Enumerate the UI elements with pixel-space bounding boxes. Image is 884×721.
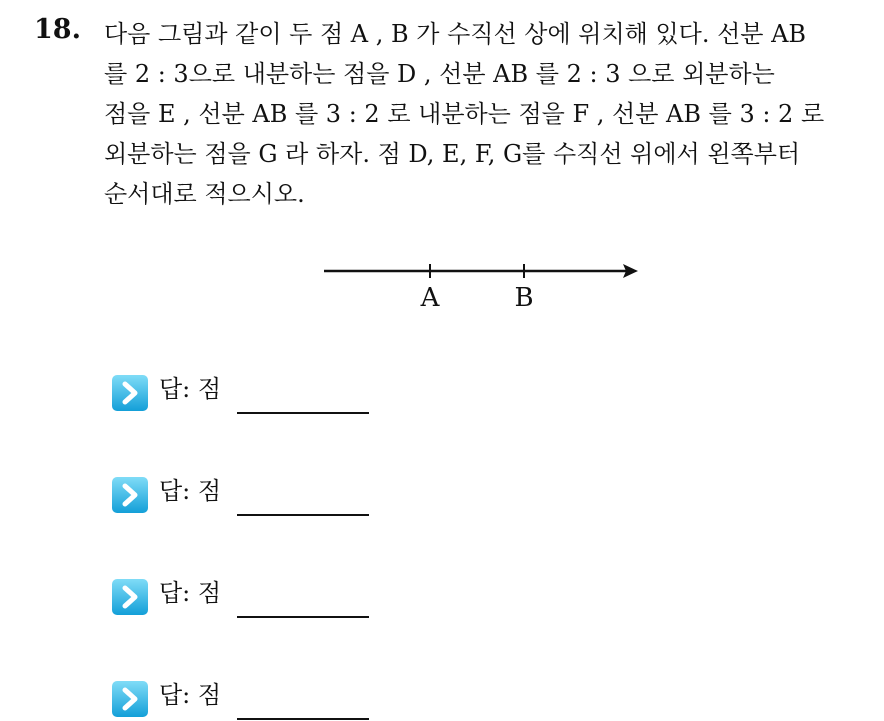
answer-row — [111, 474, 381, 516]
answer-label: 답: 점 — [159, 681, 222, 709]
answer-blank[interactable] — [237, 718, 369, 720]
question-line: 외분하는 점을 G 라 하자. 점 D, E, F, G를 수직선 위에서 왼쪽부터 — [104, 140, 801, 168]
point-a-label: A — [420, 283, 440, 313]
question-line: 점을 E , 선분 AB 를 3 : 2 로 내분하는 점을 F , 선분 AB 를 3 : 2 로 — [104, 100, 825, 128]
chevron-right-icon — [111, 476, 149, 514]
answer-label: 답: 점 — [159, 579, 222, 607]
chevron-right-icon — [111, 578, 149, 616]
answer-label: 답: 점 — [159, 477, 222, 505]
answer-blank[interactable] — [237, 616, 369, 618]
question-line: 순서대로 적으시오. — [104, 180, 305, 208]
question-text — [104, 14, 860, 214]
point-b-label: B — [514, 283, 534, 313]
answer-row — [111, 372, 381, 414]
answer-row — [111, 576, 381, 618]
number-line-diagram — [320, 255, 650, 315]
question-line: 를 2 : 3으로 내분하는 점을 D , 선분 AB 를 2 : 3 으로 외분하는 — [104, 60, 775, 88]
question-number: 18. — [34, 14, 81, 45]
answer-row — [111, 678, 381, 720]
chevron-right-icon — [111, 680, 149, 718]
answer-label: 답: 점 — [159, 375, 222, 403]
answer-blank[interactable] — [237, 514, 369, 516]
answer-blank[interactable] — [237, 412, 369, 414]
chevron-right-icon — [111, 374, 149, 412]
question-line: 다음 그림과 같이 두 점 A , B 가 수직선 상에 위치해 있다. 선분 AB — [104, 20, 807, 48]
